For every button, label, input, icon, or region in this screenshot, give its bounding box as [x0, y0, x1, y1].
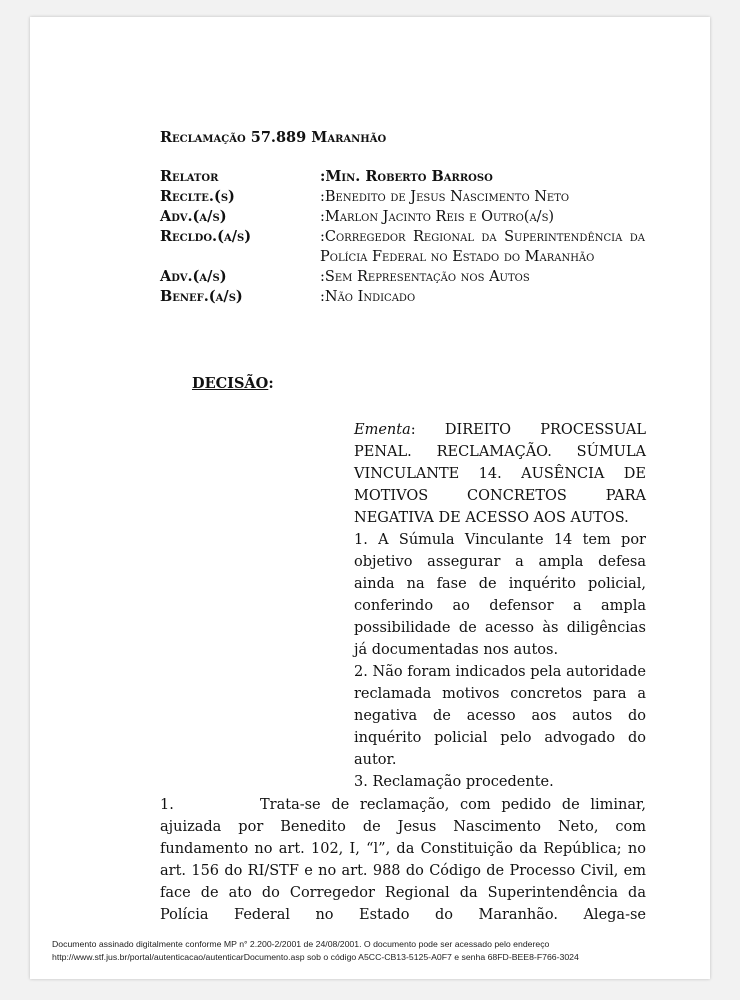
decision-heading: [192, 375, 274, 392]
party-value: [320, 187, 645, 207]
party-separator: :: [320, 289, 325, 305]
party-value: [320, 267, 645, 287]
party-row: [160, 267, 645, 287]
party-name: Sem Representação nos Autos: [324, 269, 530, 285]
party-separator: :: [320, 209, 325, 225]
party-value: [320, 167, 645, 187]
party-name: Não Indicado: [324, 289, 416, 305]
party-row: [160, 167, 645, 187]
ementa-summary: : DIREITO PROCESSUAL PENAL. RECLAMAÇÃO. SÚMULA VINCULANTE 14. AUSÊNCIA DE MOTIVOS CONCRETOS PARA NEGATIVA DE ACESSO AOS AUTOS.: [354, 422, 646, 526]
ementa-label: Ementa: [354, 422, 411, 438]
case-title: Reclamação 57.889 Maranhão: [160, 129, 387, 146]
parties-table: [160, 167, 645, 307]
party-value: [320, 227, 645, 267]
party-label: Recldo.(a/s): [160, 228, 252, 245]
signature-footer: [52, 938, 692, 964]
party-name: Marlon Jacinto Reis e Outro(a/s): [324, 209, 555, 225]
footer-line: http://www.stf.jus.br/portal/autenticacao/autenticarDocumento.asp sob o código A5CC-CB13-5125-A0F7 e senha 68FD-BEE8-F766-3024: [52, 952, 579, 962]
party-row: [160, 227, 645, 267]
party-name: Corregedor Regional da Superintendência da Polícia Federal no Estado do Maranhão: [320, 229, 645, 265]
party-value: [320, 207, 645, 227]
paragraph-number: 1.: [160, 797, 174, 813]
party-separator: :: [320, 189, 325, 205]
ementa-block: [354, 419, 646, 793]
party-separator: :: [320, 229, 325, 245]
document-page: [30, 17, 710, 979]
decision-heading-text: DECISÃO: [192, 375, 269, 392]
party-label: Benef.(a/s): [160, 288, 243, 305]
ementa-item: 3. Reclamação procedente.: [354, 774, 554, 790]
party-row: [160, 287, 645, 307]
party-label: Adv.(a/s): [160, 208, 227, 225]
ementa-item: 2. Não foram indicados pela autoridade reclamada motivos concretos para a negativa de acesso aos autos do inquérito policial pelo advogado do autor.: [354, 664, 646, 768]
paragraph-text: Trata-se de reclamação, com pedido de liminar, ajuizada por Benedito de Jesus Nascimento Neto, com fundamento no art. 102, I, “l”, da Constituição da República; no art. 156 do RI/STF e no art. 988 do Código de Processo Civil, em face de ato do Corregedor Regional da Superintendência da Polícia Federal no Estado do Maranhão. Alega-se: [160, 797, 646, 923]
party-row: [160, 187, 645, 207]
party-name: Benedito de Jesus Nascimento Neto: [324, 189, 570, 205]
footer-line: Documento assinado digitalmente conforme MP n° 2.200-2/2001 de 24/08/2001. O documento pode ser acessado pelo endereço: [52, 939, 550, 949]
body-paragraph: [160, 794, 646, 923]
party-separator: :: [320, 168, 326, 185]
decision-heading-colon: :: [268, 375, 274, 392]
party-separator: :: [320, 269, 325, 285]
party-label: Adv.(a/s): [160, 268, 227, 285]
ementa-heading: [354, 419, 646, 529]
party-name: Min. Roberto Barroso: [325, 168, 493, 185]
ementa-item: 1. A Súmula Vinculante 14 tem por objetivo assegurar a ampla defesa ainda na fase de inquérito policial, conferindo ao defensor a ampla possibilidade de acesso às diligências já documentadas nos autos.: [354, 532, 646, 658]
party-row: [160, 207, 645, 227]
party-value: [320, 287, 645, 307]
party-label: Reclte.(s): [160, 188, 235, 205]
party-label: Relator: [160, 168, 219, 185]
